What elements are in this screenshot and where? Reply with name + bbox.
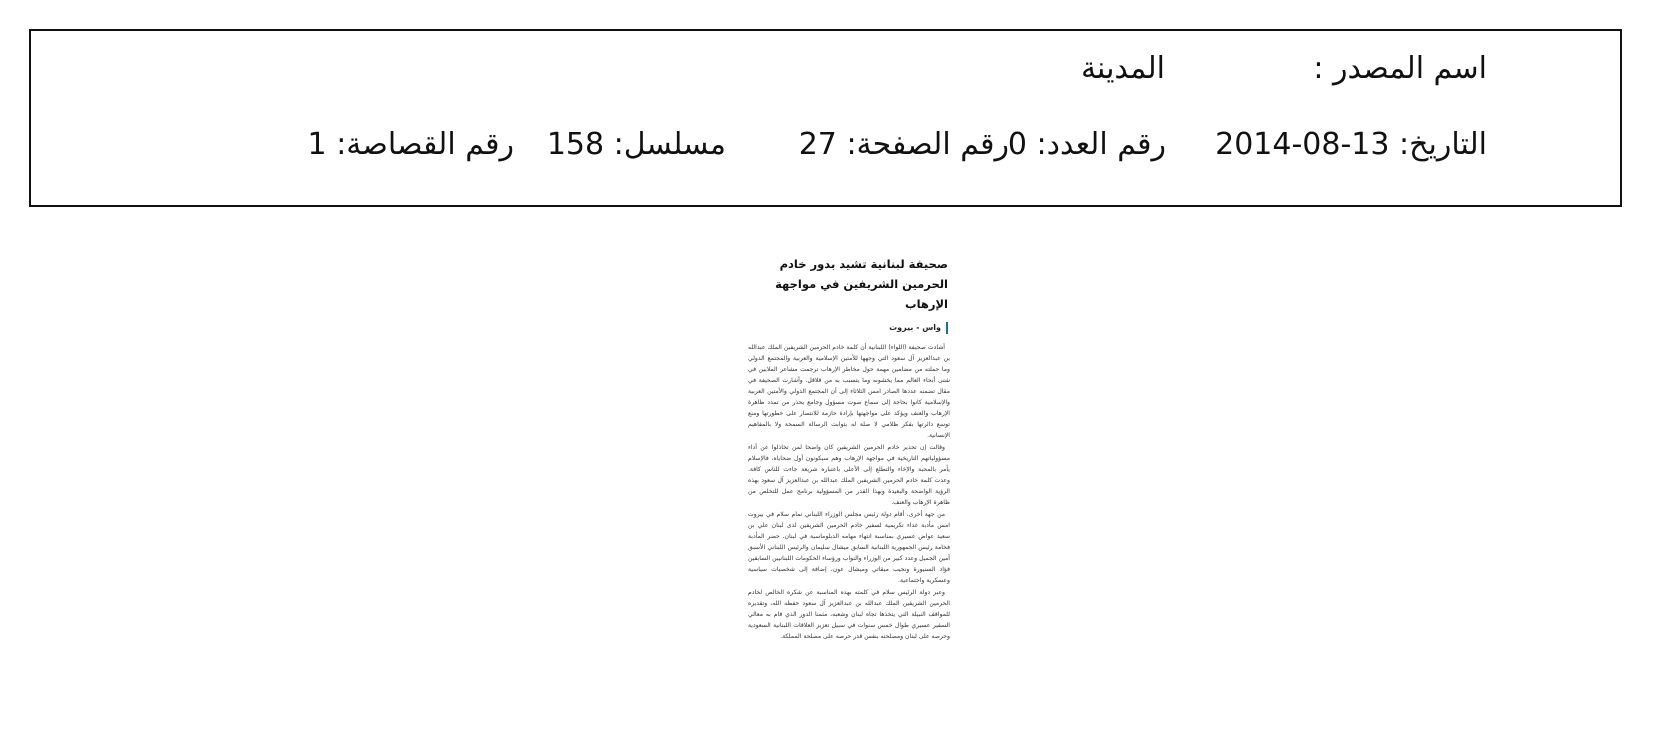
article-paragraph: وعبر دولة الرئيس سلام في كلمته بهذه المناسبة عن شكره الخالص لخادم الحرمين الشريفين الملك عبدالله بن عبدالعزيز آل سعود حفظه الله، وتقديره للمواقف النبيلة التي يتخذها تجاه لبنان وشعبه، مثمنا الدور الذي قام به معالي السفير عسيري طوال خمس سنوات في سبيل تعزيز العلاقات اللبنانية السعودية وحرصه على لبنان ومصلحته بنفس قدر حرصه على مصلحة المملكة. — [748, 589, 950, 640]
page-value: 27 — [798, 127, 837, 162]
article-paragraph: من جهة أخرى، أقام دولة رئيس مجلس الوزراء اللبناني تمام سلام في بيروت امس مأدبة غداء تكريمية لسفير خادم الحرمين الشريفين لدى لبنان علي بن سعيد عواض عسيري بمناسبة انتهاء مهامه الدبلوماسية في لبنان. حضر المأدبة فخامة رئيس الجمهورية اللبنانية السابق ميشال سليمان والرئيس اللبناني الأسبق أمين الجميل وعدد كبير من الوزراء والنواب ورؤساء الحكومات اللبنانيين السابقين فؤاد السنيورة ونجيب ميقاتي وميشال عون، إضافة إلى شخصيات سياسية وعسكرية واجتماعية. — [748, 511, 950, 584]
issue-label: رقم العدد: — [1036, 127, 1166, 162]
article-clipping — [740, 254, 954, 730]
serial-value: 158 — [546, 127, 605, 162]
article-headline: صحيفة لبنانية تشيد بدور خادم الحرمين الشريفين في مواجهة الإرهاب — [775, 257, 948, 311]
article-paragraph: أشادت صحيفة (اللواء) اللبنانية أن كلمة خادم الحرمين الشريفين الملك عبدالله بن عبدالعزيز آل سعود التي وجهها للأمتين الإسلامية والعربية والمجتمع الدولي وما حملته من مضامين مهمة حول مخاطر الإرهاب ترجمت مشاعر الملايين في شتى أنحاء العالم مما يخشونه وما يتسبب به من قلاقل. وأشارت الصحيفة في مقال تضمنه عددها الصادر امس الثلاثاء إلى أن المجتمع الدولي والأمتين العربية والإسلامية كانوا بحاجة إلى سماع صوت مسؤول وجامع يحذر من تمدد ظاهرة الإرهاب والعنف ويؤكد على مواجهتها بإرادة حازمة للانتصار على خطورتها ومنع توسع دائرتها بفكر ظلامي لا صلة له بثوابت الرسالة السمحة ولا بالمفاهيم الإنسانية. — [748, 344, 950, 439]
date-label: التاريخ: — [1399, 127, 1487, 162]
source-value: المدينة — [1080, 51, 1165, 86]
article-byline: واس - بيروت — [740, 322, 948, 334]
date-value: 2014-08-13 — [1215, 127, 1390, 162]
serial-label: مسلسل: — [613, 127, 726, 162]
issue-value: 0 — [1007, 127, 1027, 162]
source-label: اسم المصدر : — [1313, 51, 1487, 86]
page-field — [799, 128, 1009, 162]
clip-label: رقم القصاصة: — [336, 127, 514, 162]
serial-field — [547, 128, 726, 162]
article-body — [740, 342, 954, 642]
page-label: رقم الصفحة: — [846, 127, 1009, 162]
clip-field — [308, 128, 514, 162]
date-field — [1215, 128, 1487, 162]
clip-value: 1 — [307, 127, 327, 162]
article-paragraph: وقالت إن تحذير خادم الحرمين الشريفين كان واضحا لمن تخاذلوا عن أداء مسؤولياتهم التاريخية في مواجهة الإرهاب وهم سيكونون أول ضحاياه، فالإسلام يأمر بالمحبة والإخاء والتطلع إلى الأعلى باعتباره شريعة جاءت للناس كافة. وعدت كلمة خادم الحرمين الشريفين الملك عبدالله بن عبدالعزيز آل سعود بهذه الرؤية الواضحة والبعيدة وبهذا القدر من المسؤولية برنامج عمل للتخلص من ظاهرة الإرهاب والعنف. — [748, 444, 950, 506]
issue-field — [1008, 128, 1166, 162]
